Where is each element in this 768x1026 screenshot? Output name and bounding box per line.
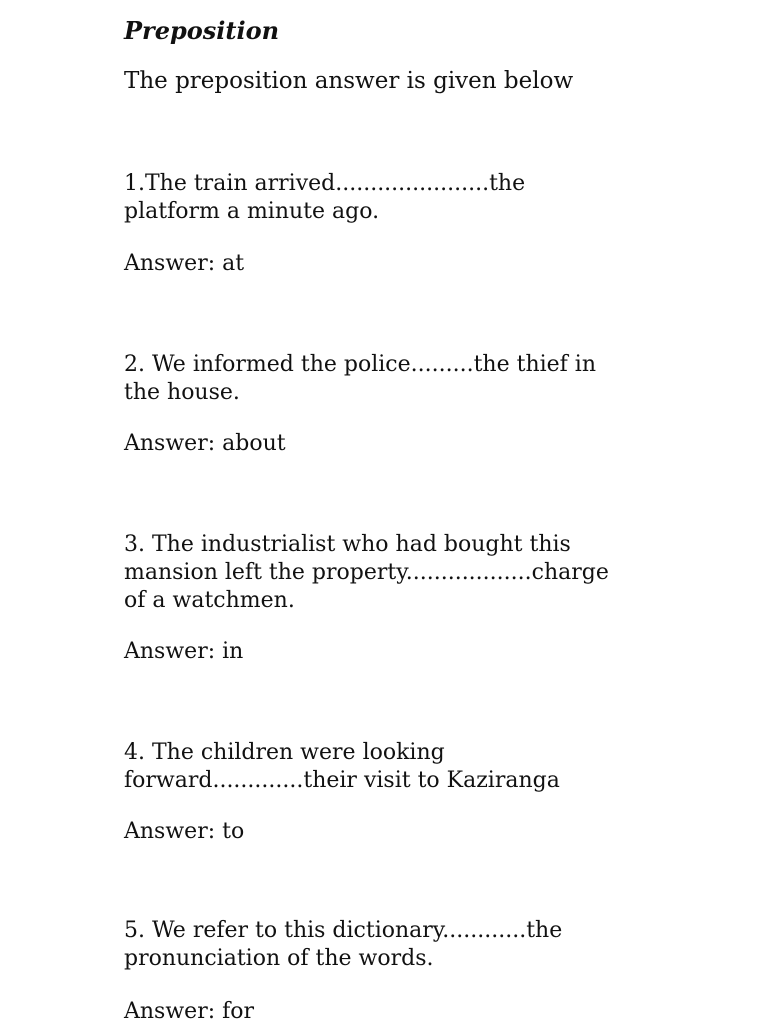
question-line: forward.............their visit to Kaziranga <box>124 768 560 793</box>
answer-text: Answer: for <box>124 999 255 1024</box>
question-line: 4. The children were looking <box>124 740 445 765</box>
answer-text: Answer: to <box>124 819 245 844</box>
question-5 <box>124 917 644 1024</box>
question-text <box>124 351 644 407</box>
question-line: 1.The train arrived......................the <box>124 171 526 196</box>
answer-text: Answer: at <box>124 251 245 276</box>
question-line: the house. <box>124 380 240 405</box>
answer-text: Answer: about <box>124 431 286 456</box>
question-3 <box>124 531 644 664</box>
question-text <box>124 170 644 226</box>
question-text <box>124 917 644 973</box>
question-text <box>124 531 644 615</box>
question-line: pronunciation of the words. <box>124 946 434 971</box>
question-4 <box>124 739 644 844</box>
answer-text: Answer: in <box>124 639 244 664</box>
intro-text: The preposition answer is given below <box>124 68 574 94</box>
page-title: Preposition <box>124 16 280 45</box>
question-line: platform a minute ago. <box>124 199 380 224</box>
question-line: of a watchmen. <box>124 588 295 613</box>
question-line: mansion left the property..................charge <box>124 560 609 585</box>
question-line: 3. The industrialist who had bought this <box>124 532 571 557</box>
question-line: 5. We refer to this dictionary............the <box>124 918 563 943</box>
question-1 <box>124 170 644 276</box>
question-text <box>124 739 644 795</box>
question-line: 2. We informed the police.........the thief in <box>124 352 597 377</box>
question-2 <box>124 351 644 456</box>
